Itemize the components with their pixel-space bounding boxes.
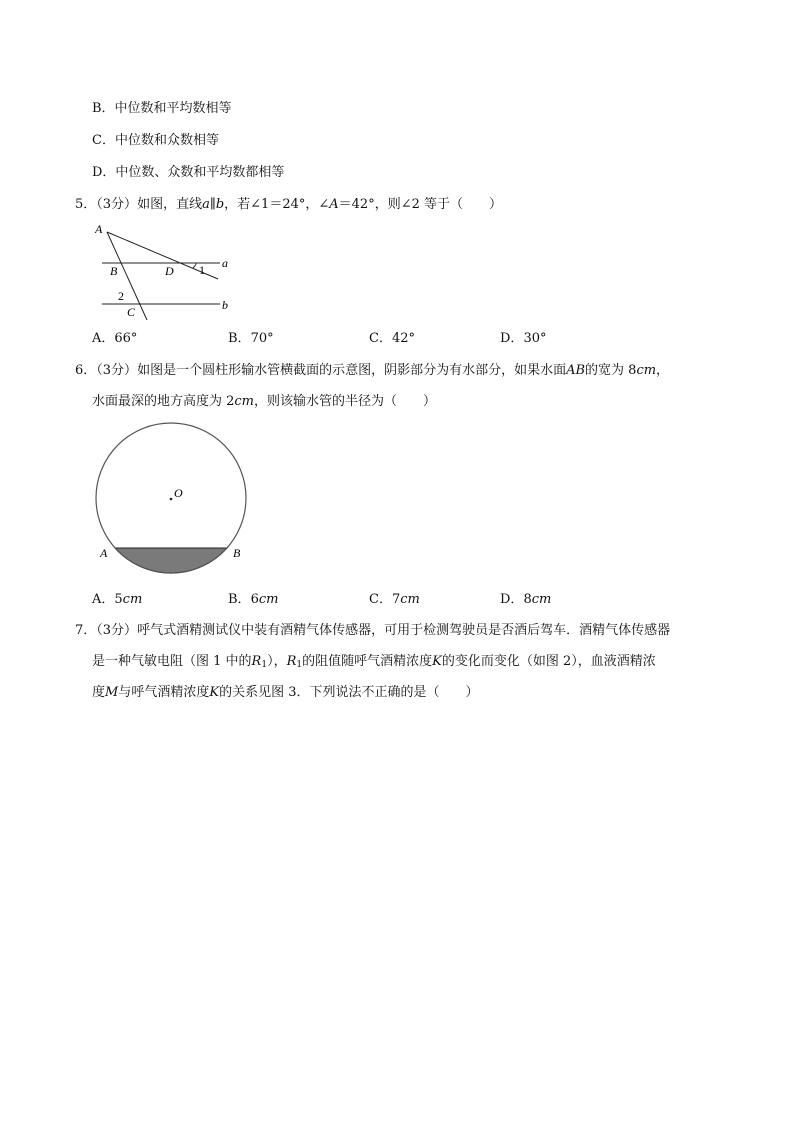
q7-var-k: K [209, 685, 220, 700]
q5-parallel: a∥b [202, 197, 225, 212]
q5-stem [75, 196, 502, 214]
q5-var-a: A [329, 197, 339, 212]
q6-unit: cm [636, 363, 657, 378]
q7-subscript: 1 [296, 660, 303, 670]
option-letter: C． [369, 592, 392, 607]
label-a: a [222, 256, 228, 270]
label-2: 2 [118, 289, 124, 303]
q6-text: ，则该输水管的半径为（ ） [254, 394, 437, 409]
q6-option-d [500, 591, 551, 609]
label-b: b [222, 298, 228, 312]
q7-number: 7． [75, 623, 97, 638]
q7-text: 的阻值随呼气酒精浓度 [302, 654, 433, 669]
q4-option-b: B．中位数和平均数相等 [92, 101, 232, 116]
option-unit: cm [531, 592, 552, 607]
q7-stem-line3 [92, 684, 478, 702]
q7-subscript: 1 [261, 660, 268, 670]
q7-stem-line1 [75, 622, 670, 640]
q4-option-d: D．中位数、众数和平均数都相等 [92, 165, 285, 180]
q7-var-k: K [432, 654, 442, 669]
q7-var-r: R [286, 654, 297, 669]
water-segment [115, 548, 227, 573]
q6-option-c [369, 591, 420, 609]
q7-text: 呼气式酒精测试仪中装有酒精气体传感器，可用于检测驾驶员是否酒后驾车．酒精气体传感器 [137, 623, 671, 638]
q6-stem-line2 [92, 393, 436, 411]
angle-1-arc [193, 263, 196, 268]
q6-number: 6． [75, 363, 97, 378]
q7-text: ）， [267, 654, 287, 669]
q5-option-b [228, 330, 274, 348]
q6-unit: cm [234, 394, 255, 409]
label-A: A [100, 546, 108, 560]
label-C: C [127, 305, 136, 319]
option-value: 7 [391, 592, 401, 607]
q6-text: 水面最深的地方高度为 2 [92, 394, 235, 409]
q5-option-a [92, 330, 137, 348]
q6-var-ab: AB [566, 363, 586, 378]
option-value: 70° [250, 331, 274, 346]
q7-stem-line2 [92, 653, 656, 674]
option-unit: cm [122, 592, 143, 607]
q7-text: 的变化而变化（如图 2），血液酒精浓 [441, 654, 656, 669]
q7-text: 与呼气酒精浓度 [118, 685, 210, 700]
q6-figure [90, 422, 260, 582]
q7-var-m: M [105, 685, 119, 700]
option-value: 42° [391, 331, 415, 346]
q6-stem-line1 [75, 362, 669, 380]
q5-option-c [369, 330, 415, 348]
label-O: O [174, 486, 183, 500]
option-value: 66° [114, 331, 138, 346]
label-B: B [110, 264, 118, 278]
q5-score: （3分） [96, 197, 138, 212]
q7-text: 是一种气敏电阻（图 1 中的 [92, 654, 252, 669]
q6-text: ， [656, 363, 670, 378]
label-B: B [233, 546, 241, 560]
label-1: 1 [199, 263, 205, 277]
q5-text-prefix: 如图，直线 [137, 197, 203, 212]
q5-text-mid2: ＝42°，则∠2 等于（ ） [338, 197, 502, 212]
label-A: A [95, 222, 103, 236]
q5-figure [92, 220, 242, 324]
q5-text-mid1: ，若∠1＝24°，∠ [224, 197, 330, 212]
option-letter: A． [92, 592, 115, 607]
q5-number: 5． [75, 197, 97, 212]
q7-text: 的关系见图 3．下列说法不正确的是（ ） [219, 685, 479, 700]
option-letter: D． [500, 592, 524, 607]
q6-text: 的宽为 8 [585, 363, 637, 378]
option-unit: cm [400, 592, 420, 607]
center-dot [170, 498, 173, 501]
q4-option-c: C．中位数和众数相等 [92, 133, 219, 148]
q7-text: 度 [92, 685, 106, 700]
q7-var-r: R [251, 654, 262, 669]
option-letter: B． [228, 331, 251, 346]
option-letter: D． [500, 331, 524, 346]
q6-text: 如图是一个圆柱形输水管横截面的示意图，阴影部分为有水部分，如果水面 [137, 363, 567, 378]
q6-option-b [228, 591, 278, 609]
option-letter: B． [228, 592, 251, 607]
q5-option-d [500, 330, 546, 348]
q7-score: （3分） [96, 623, 138, 638]
q6-option-a [92, 591, 142, 609]
q6-score: （3分） [96, 363, 138, 378]
option-unit: cm [258, 592, 279, 607]
option-value: 5 [114, 592, 123, 607]
option-value: 8 [523, 592, 532, 607]
label-D: D [165, 264, 174, 278]
option-letter: C． [369, 331, 392, 346]
option-value: 30° [523, 331, 547, 346]
option-letter: A． [92, 331, 115, 346]
option-value: 6 [250, 592, 259, 607]
